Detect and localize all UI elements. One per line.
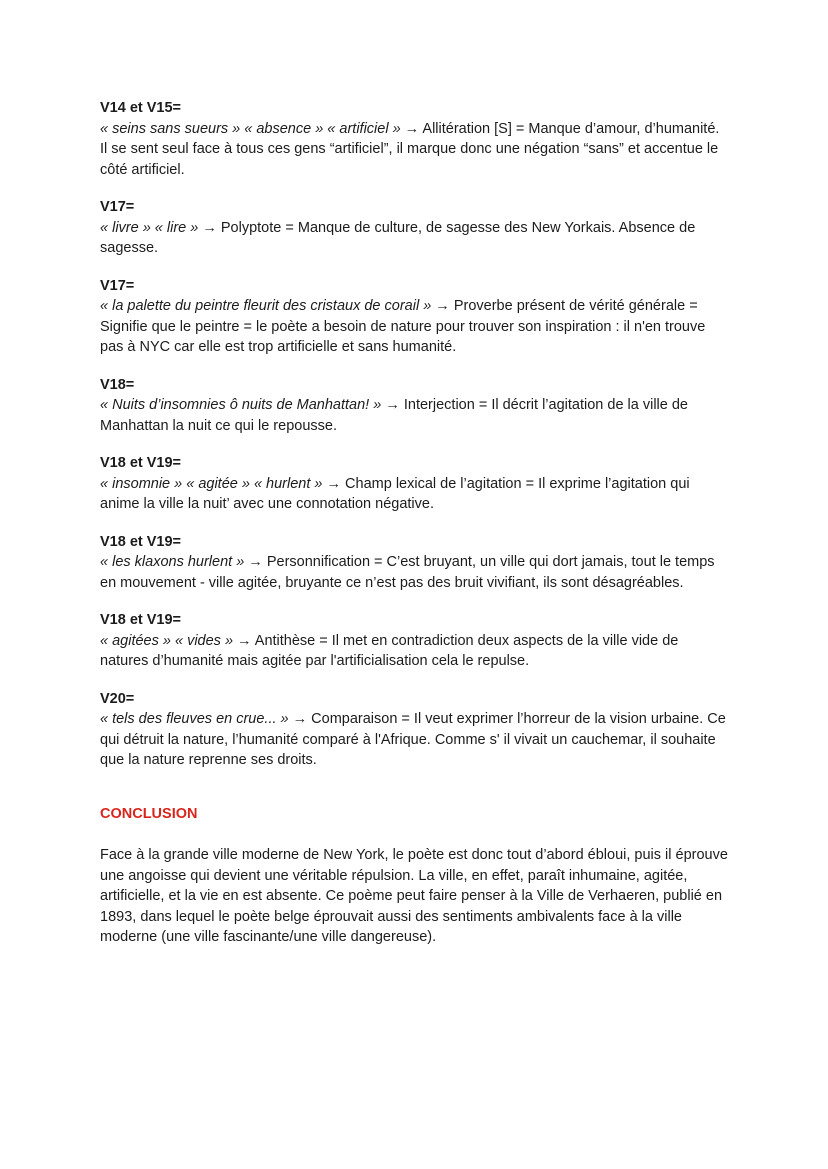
verse-quote: « tels des fleuves en crue... » bbox=[100, 711, 289, 727]
analysis-text bbox=[100, 395, 728, 436]
analysis-explanation: → Personnification = C’est bruyant, un ville qui dort jamais, tout le temps en mouvement - ville agitée, bruyante ce n’est pas des bruit vivifiant, ils sont désagréables. bbox=[100, 554, 715, 591]
verse-quote: « livre » « lire » bbox=[100, 219, 199, 236]
analysis-explanation: → Allitération [S] = Manque d’amour, d’humanité. Il se sent seul face à tous ces gens “artificiel”, il marque donc une négation “sans” et accentue le côté artificiel. bbox=[100, 120, 720, 178]
verse-heading: V18 et V19= bbox=[100, 533, 182, 550]
analysis-explanation: → Antithèse = Il met en contradiction deux aspects de la ville vide de natures d’humanité mais agitée par l'artificialisation cela le repulse. bbox=[100, 632, 679, 669]
analysis-entry bbox=[100, 197, 728, 259]
analysis-entry bbox=[100, 689, 728, 771]
analysis-explanation: → Champ lexical de l’agitation = Il exprime l’agitation qui anime la ville la nuit’ avec une connotation négative. bbox=[100, 475, 690, 512]
analysis-text bbox=[100, 631, 728, 672]
verse-quote: « Nuits d’insomnies ô nuits de Manhattan! » bbox=[100, 397, 382, 413]
verse-heading: V17= bbox=[100, 277, 135, 294]
analysis-text bbox=[100, 119, 728, 181]
analysis-entry bbox=[100, 375, 728, 437]
analysis-text bbox=[100, 709, 728, 771]
conclusion-paragraph: Face à la grande ville moderne de New York, le poète est donc tout d’abord ébloui, puis il éprouve une angoisse qui devient une véritable répulsion. La ville, en effet, paraît inhumaine, agitée, artificielle, et la vie en est absente. Ce poème peut faire penser à la Ville de Verhaeren, publié en 1893, dans lequel le poète belge éprouvait aussi des sentiments ambivalents face à la ville moderne (une ville fascinante/une ville dangereuse). bbox=[100, 847, 728, 945]
verse-quote: « agitées » « vides » bbox=[100, 632, 234, 649]
conclusion-heading: CONCLUSION bbox=[100, 805, 198, 822]
analysis-entry bbox=[100, 453, 728, 515]
analysis-entry bbox=[100, 610, 728, 672]
verse-heading: V14 et V15= bbox=[100, 100, 182, 116]
analysis-text bbox=[100, 296, 728, 358]
verse-quote: « seins sans sueurs » « absence » « artificiel » bbox=[100, 120, 401, 137]
verse-heading: V20= bbox=[100, 690, 135, 707]
analysis-explanation: → Proverbe présent de vérité générale = Signifie que le peintre = le poète a besoin de nature pour trouver son inspiration : il n'en trouve pas à NYC car elle est trop artificielle et sans humanité. bbox=[100, 298, 706, 355]
analysis-entry bbox=[100, 276, 728, 358]
analysis-explanation: → Comparaison = Il veut exprimer l’horreur de la vision urbaine. Ce qui détruit la nature, l’humanité comparé à l'Afrique. Comme s' il vivait un cauchemar, il souhaite que la nature reprenne ses droits. bbox=[100, 711, 726, 768]
verse-quote: « les klaxons hurlent » bbox=[100, 554, 245, 570]
document-page bbox=[100, 98, 728, 948]
analysis-entry bbox=[100, 98, 728, 180]
analysis-text bbox=[100, 218, 728, 259]
verse-quote: « insomnie » « agitée » « hurlent » bbox=[100, 475, 323, 492]
verse-heading: V18= bbox=[100, 376, 135, 393]
analysis-text bbox=[100, 552, 728, 593]
analysis-explanation: → Interjection = Il décrit l’agitation de la ville de Manhattan la nuit ce qui le repousse. bbox=[100, 397, 688, 434]
verse-quote: « la palette du peintre fleurit des cristaux de corail » bbox=[100, 298, 432, 314]
analysis-explanation: → Polyptote = Manque de culture, de sagesse des New Yorkais. Absence de sagesse. bbox=[100, 219, 696, 256]
verse-heading: V18 et V19= bbox=[100, 612, 182, 628]
verse-heading: V18 et V19= bbox=[100, 455, 182, 471]
analysis-entry bbox=[100, 532, 728, 594]
analysis-text bbox=[100, 474, 728, 515]
verse-heading: V17= bbox=[100, 199, 135, 215]
